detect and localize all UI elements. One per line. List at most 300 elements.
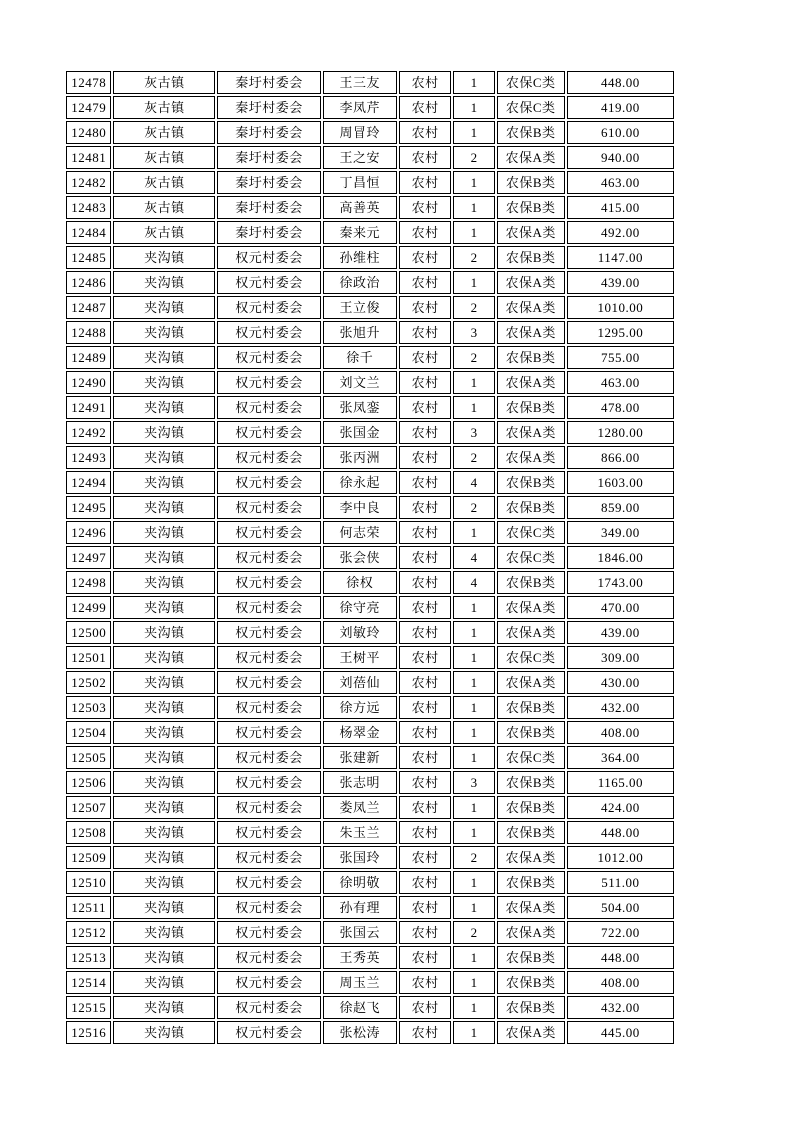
- cell-person-count: 4: [453, 546, 494, 569]
- table-row: [66, 246, 674, 269]
- cell-village-committee: 权元村委会: [217, 896, 320, 919]
- cell-village-committee: 权元村委会: [217, 796, 320, 819]
- cell-person-name: 朱玉兰: [323, 821, 397, 844]
- cell-person-name: 孙维柱: [323, 246, 397, 269]
- cell-residence-type: 农村: [399, 496, 452, 519]
- cell-residence-type: 农村: [399, 271, 452, 294]
- table-row: [66, 721, 674, 744]
- cell-insurance-category: 农保A类: [497, 296, 565, 319]
- cell-amount: 463.00: [567, 371, 674, 394]
- cell-village-committee: 权元村委会: [217, 646, 320, 669]
- cell-serial-number: 12494: [66, 471, 111, 494]
- cell-residence-type: 农村: [399, 896, 452, 919]
- cell-amount: 419.00: [567, 96, 674, 119]
- cell-person-count: 4: [453, 571, 494, 594]
- cell-person-count: 1: [453, 721, 494, 744]
- cell-amount: 492.00: [567, 221, 674, 244]
- cell-insurance-category: 农保A类: [497, 271, 565, 294]
- cell-person-name: 徐权: [323, 571, 397, 594]
- cell-residence-type: 农村: [399, 921, 452, 944]
- cell-serial-number: 12490: [66, 371, 111, 394]
- cell-village-committee: 权元村委会: [217, 521, 320, 544]
- cell-town: 夹沟镇: [113, 371, 215, 394]
- cell-person-name: 张国金: [323, 421, 397, 444]
- cell-person-name: 王立俊: [323, 296, 397, 319]
- cell-person-name: 何志荣: [323, 521, 397, 544]
- cell-person-name: 王树平: [323, 646, 397, 669]
- cell-residence-type: 农村: [399, 946, 452, 969]
- cell-residence-type: 农村: [399, 221, 452, 244]
- cell-amount: 439.00: [567, 271, 674, 294]
- cell-serial-number: 12516: [66, 1021, 111, 1044]
- cell-serial-number: 12493: [66, 446, 111, 469]
- cell-person-name: 刘文兰: [323, 371, 397, 394]
- table-row: [66, 346, 674, 369]
- cell-village-committee: 权元村委会: [217, 371, 320, 394]
- cell-person-name: 李凤芹: [323, 96, 397, 119]
- cell-insurance-category: 农保A类: [497, 321, 565, 344]
- cell-town: 灰古镇: [113, 171, 215, 194]
- cell-village-committee: 权元村委会: [217, 496, 320, 519]
- cell-village-committee: 权元村委会: [217, 1021, 320, 1044]
- cell-person-name: 孙有理: [323, 896, 397, 919]
- cell-person-count: 1: [453, 671, 494, 694]
- cell-person-count: 3: [453, 421, 494, 444]
- cell-town: 夹沟镇: [113, 871, 215, 894]
- cell-village-committee: 秦圩村委会: [217, 96, 320, 119]
- cell-town: 夹沟镇: [113, 646, 215, 669]
- cell-amount: 432.00: [567, 996, 674, 1019]
- cell-village-committee: 权元村委会: [217, 546, 320, 569]
- cell-village-committee: 权元村委会: [217, 621, 320, 644]
- cell-amount: 755.00: [567, 346, 674, 369]
- cell-residence-type: 农村: [399, 246, 452, 269]
- table-row: [66, 221, 674, 244]
- cell-residence-type: 农村: [399, 871, 452, 894]
- cell-serial-number: 12508: [66, 821, 111, 844]
- pension-roster-table: [64, 69, 676, 1046]
- table-row: [66, 396, 674, 419]
- cell-person-name: 张志明: [323, 771, 397, 794]
- cell-town: 灰古镇: [113, 196, 215, 219]
- cell-residence-type: 农村: [399, 296, 452, 319]
- cell-amount: 1743.00: [567, 571, 674, 594]
- cell-residence-type: 农村: [399, 96, 452, 119]
- cell-person-count: 2: [453, 246, 494, 269]
- table-row: [66, 1021, 674, 1044]
- cell-person-name: 高善英: [323, 196, 397, 219]
- cell-person-name: 刘蓓仙: [323, 671, 397, 694]
- cell-amount: 859.00: [567, 496, 674, 519]
- cell-village-committee: 权元村委会: [217, 821, 320, 844]
- cell-person-count: 1: [453, 646, 494, 669]
- cell-residence-type: 农村: [399, 196, 452, 219]
- cell-insurance-category: 农保A类: [497, 371, 565, 394]
- cell-town: 夹沟镇: [113, 1021, 215, 1044]
- cell-person-count: 1: [453, 1021, 494, 1044]
- cell-serial-number: 12486: [66, 271, 111, 294]
- cell-person-count: 4: [453, 471, 494, 494]
- cell-town: 夹沟镇: [113, 846, 215, 869]
- cell-serial-number: 12496: [66, 521, 111, 544]
- cell-village-committee: 权元村委会: [217, 921, 320, 944]
- cell-person-name: 徐千: [323, 346, 397, 369]
- cell-insurance-category: 农保B类: [497, 771, 565, 794]
- cell-village-committee: 秦圩村委会: [217, 221, 320, 244]
- cell-amount: 424.00: [567, 796, 674, 819]
- table-row: [66, 621, 674, 644]
- cell-person-count: 2: [453, 296, 494, 319]
- cell-village-committee: 权元村委会: [217, 421, 320, 444]
- cell-amount: 470.00: [567, 596, 674, 619]
- cell-serial-number: 12479: [66, 96, 111, 119]
- cell-person-name: 周玉兰: [323, 971, 397, 994]
- cell-person-name: 刘敏玲: [323, 621, 397, 644]
- cell-residence-type: 农村: [399, 671, 452, 694]
- cell-person-name: 娄凤兰: [323, 796, 397, 819]
- cell-town: 夹沟镇: [113, 671, 215, 694]
- cell-town: 夹沟镇: [113, 546, 215, 569]
- cell-amount: 349.00: [567, 521, 674, 544]
- cell-insurance-category: 农保C类: [497, 96, 565, 119]
- cell-serial-number: 12514: [66, 971, 111, 994]
- cell-residence-type: 农村: [399, 121, 452, 144]
- cell-amount: 415.00: [567, 196, 674, 219]
- cell-town: 夹沟镇: [113, 471, 215, 494]
- cell-town: 夹沟镇: [113, 296, 215, 319]
- cell-person-count: 2: [453, 446, 494, 469]
- cell-amount: 432.00: [567, 696, 674, 719]
- cell-residence-type: 农村: [399, 746, 452, 769]
- cell-amount: 1010.00: [567, 296, 674, 319]
- table-row: [66, 846, 674, 869]
- cell-insurance-category: 农保B类: [497, 121, 565, 144]
- cell-amount: 309.00: [567, 646, 674, 669]
- cell-residence-type: 农村: [399, 346, 452, 369]
- cell-serial-number: 12506: [66, 771, 111, 794]
- cell-residence-type: 农村: [399, 546, 452, 569]
- cell-person-name: 张国玲: [323, 846, 397, 869]
- table-row: [66, 871, 674, 894]
- cell-serial-number: 12511: [66, 896, 111, 919]
- cell-person-name: 秦来元: [323, 221, 397, 244]
- cell-serial-number: 12487: [66, 296, 111, 319]
- cell-town: 灰古镇: [113, 221, 215, 244]
- cell-amount: 448.00: [567, 821, 674, 844]
- table-row: [66, 771, 674, 794]
- cell-person-count: 1: [453, 396, 494, 419]
- cell-serial-number: 12483: [66, 196, 111, 219]
- cell-town: 夹沟镇: [113, 821, 215, 844]
- cell-residence-type: 农村: [399, 446, 452, 469]
- cell-residence-type: 农村: [399, 821, 452, 844]
- cell-town: 夹沟镇: [113, 446, 215, 469]
- cell-residence-type: 农村: [399, 796, 452, 819]
- cell-village-committee: 权元村委会: [217, 696, 320, 719]
- cell-amount: 722.00: [567, 921, 674, 944]
- cell-person-name: 张会侠: [323, 546, 397, 569]
- cell-amount: 1295.00: [567, 321, 674, 344]
- cell-village-committee: 权元村委会: [217, 996, 320, 1019]
- cell-serial-number: 12491: [66, 396, 111, 419]
- cell-person-count: 2: [453, 496, 494, 519]
- cell-person-name: 张凤銮: [323, 396, 397, 419]
- table-row: [66, 71, 674, 94]
- cell-serial-number: 12513: [66, 946, 111, 969]
- cell-residence-type: 农村: [399, 771, 452, 794]
- table-row: [66, 271, 674, 294]
- cell-person-count: 3: [453, 771, 494, 794]
- cell-person-count: 2: [453, 146, 494, 169]
- cell-person-count: 1: [453, 896, 494, 919]
- table-row: [66, 671, 674, 694]
- cell-village-committee: 权元村委会: [217, 846, 320, 869]
- cell-town: 夹沟镇: [113, 796, 215, 819]
- cell-person-count: 1: [453, 221, 494, 244]
- cell-person-count: 1: [453, 521, 494, 544]
- cell-amount: 1846.00: [567, 546, 674, 569]
- cell-serial-number: 12499: [66, 596, 111, 619]
- cell-town: 夹沟镇: [113, 396, 215, 419]
- cell-residence-type: 农村: [399, 846, 452, 869]
- cell-person-count: 1: [453, 96, 494, 119]
- cell-village-committee: 秦圩村委会: [217, 171, 320, 194]
- cell-town: 夹沟镇: [113, 996, 215, 1019]
- cell-insurance-category: 农保A类: [497, 896, 565, 919]
- cell-person-name: 徐赵飞: [323, 996, 397, 1019]
- cell-town: 夹沟镇: [113, 596, 215, 619]
- cell-person-name: 王秀英: [323, 946, 397, 969]
- cell-town: 夹沟镇: [113, 571, 215, 594]
- cell-insurance-category: 农保C类: [497, 646, 565, 669]
- cell-amount: 448.00: [567, 946, 674, 969]
- cell-person-name: 李中良: [323, 496, 397, 519]
- cell-village-committee: 权元村委会: [217, 321, 320, 344]
- cell-village-committee: 权元村委会: [217, 596, 320, 619]
- cell-person-count: 1: [453, 746, 494, 769]
- cell-village-committee: 权元村委会: [217, 946, 320, 969]
- cell-village-committee: 权元村委会: [217, 721, 320, 744]
- cell-person-count: 1: [453, 196, 494, 219]
- cell-person-name: 张丙洲: [323, 446, 397, 469]
- cell-person-count: 2: [453, 921, 494, 944]
- cell-person-count: 1: [453, 621, 494, 644]
- cell-residence-type: 农村: [399, 721, 452, 744]
- table-row: [66, 646, 674, 669]
- cell-insurance-category: 农保C类: [497, 521, 565, 544]
- cell-serial-number: 12484: [66, 221, 111, 244]
- cell-village-committee: 权元村委会: [217, 746, 320, 769]
- cell-person-count: 2: [453, 846, 494, 869]
- cell-insurance-category: 农保C类: [497, 546, 565, 569]
- cell-town: 夹沟镇: [113, 271, 215, 294]
- cell-person-count: 1: [453, 946, 494, 969]
- cell-serial-number: 12505: [66, 746, 111, 769]
- cell-amount: 511.00: [567, 871, 674, 894]
- table-row: [66, 96, 674, 119]
- table-row: [66, 821, 674, 844]
- table-row: [66, 171, 674, 194]
- cell-serial-number: 12512: [66, 921, 111, 944]
- cell-amount: 1280.00: [567, 421, 674, 444]
- table-body: [66, 71, 674, 1044]
- cell-serial-number: 12489: [66, 346, 111, 369]
- cell-village-committee: 权元村委会: [217, 871, 320, 894]
- cell-village-committee: 权元村委会: [217, 296, 320, 319]
- cell-insurance-category: 农保B类: [497, 971, 565, 994]
- table-row: [66, 371, 674, 394]
- cell-insurance-category: 农保B类: [497, 996, 565, 1019]
- table-row: [66, 446, 674, 469]
- cell-person-name: 徐守亮: [323, 596, 397, 619]
- cell-insurance-category: 农保A类: [497, 221, 565, 244]
- cell-residence-type: 农村: [399, 1021, 452, 1044]
- cell-serial-number: 12492: [66, 421, 111, 444]
- cell-village-committee: 权元村委会: [217, 971, 320, 994]
- cell-village-committee: 秦圩村委会: [217, 146, 320, 169]
- cell-residence-type: 农村: [399, 996, 452, 1019]
- table-row: [66, 471, 674, 494]
- table-row: [66, 296, 674, 319]
- cell-insurance-category: 农保A类: [497, 446, 565, 469]
- cell-town: 灰古镇: [113, 121, 215, 144]
- table-row: [66, 196, 674, 219]
- cell-serial-number: 12481: [66, 146, 111, 169]
- table-row: [66, 146, 674, 169]
- cell-serial-number: 12488: [66, 321, 111, 344]
- table-row: [66, 521, 674, 544]
- cell-person-name: 张建新: [323, 746, 397, 769]
- cell-town: 夹沟镇: [113, 246, 215, 269]
- cell-town: 夹沟镇: [113, 746, 215, 769]
- cell-insurance-category: 农保A类: [497, 146, 565, 169]
- table-row: [66, 696, 674, 719]
- cell-person-count: 1: [453, 996, 494, 1019]
- cell-town: 夹沟镇: [113, 721, 215, 744]
- cell-residence-type: 农村: [399, 371, 452, 394]
- table-row: [66, 921, 674, 944]
- cell-village-committee: 权元村委会: [217, 771, 320, 794]
- cell-town: 夹沟镇: [113, 771, 215, 794]
- cell-insurance-category: 农保B类: [497, 496, 565, 519]
- cell-town: 灰古镇: [113, 146, 215, 169]
- cell-person-name: 张国云: [323, 921, 397, 944]
- cell-amount: 504.00: [567, 896, 674, 919]
- cell-village-committee: 秦圩村委会: [217, 71, 320, 94]
- cell-residence-type: 农村: [399, 971, 452, 994]
- cell-person-name: 徐永起: [323, 471, 397, 494]
- table-row: [66, 496, 674, 519]
- cell-amount: 408.00: [567, 721, 674, 744]
- cell-village-committee: 权元村委会: [217, 346, 320, 369]
- cell-person-count: 1: [453, 371, 494, 394]
- cell-town: 夹沟镇: [113, 696, 215, 719]
- cell-village-committee: 权元村委会: [217, 671, 320, 694]
- cell-insurance-category: 农保B类: [497, 471, 565, 494]
- cell-insurance-category: 农保A类: [497, 421, 565, 444]
- cell-serial-number: 12478: [66, 71, 111, 94]
- cell-amount: 1603.00: [567, 471, 674, 494]
- cell-person-name: 张旭升: [323, 321, 397, 344]
- table-row: [66, 321, 674, 344]
- cell-serial-number: 12480: [66, 121, 111, 144]
- cell-amount: 610.00: [567, 121, 674, 144]
- cell-insurance-category: 农保B类: [497, 796, 565, 819]
- cell-insurance-category: 农保A类: [497, 846, 565, 869]
- cell-town: 夹沟镇: [113, 321, 215, 344]
- cell-village-committee: 权元村委会: [217, 396, 320, 419]
- cell-town: 夹沟镇: [113, 621, 215, 644]
- cell-town: 夹沟镇: [113, 521, 215, 544]
- cell-town: 夹沟镇: [113, 496, 215, 519]
- cell-serial-number: 12503: [66, 696, 111, 719]
- cell-person-count: 1: [453, 596, 494, 619]
- cell-insurance-category: 农保B类: [497, 171, 565, 194]
- table-row: [66, 596, 674, 619]
- cell-village-committee: 权元村委会: [217, 571, 320, 594]
- cell-person-count: 1: [453, 871, 494, 894]
- cell-person-count: 1: [453, 796, 494, 819]
- cell-person-count: 1: [453, 121, 494, 144]
- cell-amount: 430.00: [567, 671, 674, 694]
- cell-serial-number: 12507: [66, 796, 111, 819]
- cell-insurance-category: 农保B类: [497, 396, 565, 419]
- cell-serial-number: 12495: [66, 496, 111, 519]
- cell-amount: 439.00: [567, 621, 674, 644]
- cell-insurance-category: 农保B类: [497, 821, 565, 844]
- cell-insurance-category: 农保C类: [497, 746, 565, 769]
- table-row: [66, 971, 674, 994]
- cell-town: 夹沟镇: [113, 896, 215, 919]
- cell-town: 夹沟镇: [113, 946, 215, 969]
- cell-insurance-category: 农保B类: [497, 571, 565, 594]
- cell-amount: 940.00: [567, 146, 674, 169]
- cell-serial-number: 12500: [66, 621, 111, 644]
- cell-serial-number: 12485: [66, 246, 111, 269]
- cell-town: 夹沟镇: [113, 971, 215, 994]
- cell-village-committee: 秦圩村委会: [217, 121, 320, 144]
- cell-serial-number: 12509: [66, 846, 111, 869]
- cell-insurance-category: 农保B类: [497, 246, 565, 269]
- cell-residence-type: 农村: [399, 146, 452, 169]
- cell-residence-type: 农村: [399, 321, 452, 344]
- cell-residence-type: 农村: [399, 71, 452, 94]
- cell-amount: 463.00: [567, 171, 674, 194]
- cell-residence-type: 农村: [399, 696, 452, 719]
- cell-amount: 364.00: [567, 746, 674, 769]
- cell-amount: 1147.00: [567, 246, 674, 269]
- cell-insurance-category: 农保C类: [497, 71, 565, 94]
- cell-serial-number: 12498: [66, 571, 111, 594]
- cell-person-name: 徐方远: [323, 696, 397, 719]
- cell-residence-type: 农村: [399, 571, 452, 594]
- cell-person-name: 徐政治: [323, 271, 397, 294]
- cell-serial-number: 12482: [66, 171, 111, 194]
- cell-residence-type: 农村: [399, 621, 452, 644]
- cell-person-count: 1: [453, 971, 494, 994]
- cell-residence-type: 农村: [399, 646, 452, 669]
- cell-person-count: 3: [453, 321, 494, 344]
- cell-insurance-category: 农保A类: [497, 671, 565, 694]
- cell-person-name: 丁昌恒: [323, 171, 397, 194]
- cell-person-count: 1: [453, 71, 494, 94]
- cell-town: 灰古镇: [113, 71, 215, 94]
- table-row: [66, 946, 674, 969]
- cell-town: 灰古镇: [113, 96, 215, 119]
- cell-insurance-category: 农保B类: [497, 696, 565, 719]
- cell-person-count: 1: [453, 271, 494, 294]
- cell-amount: 445.00: [567, 1021, 674, 1044]
